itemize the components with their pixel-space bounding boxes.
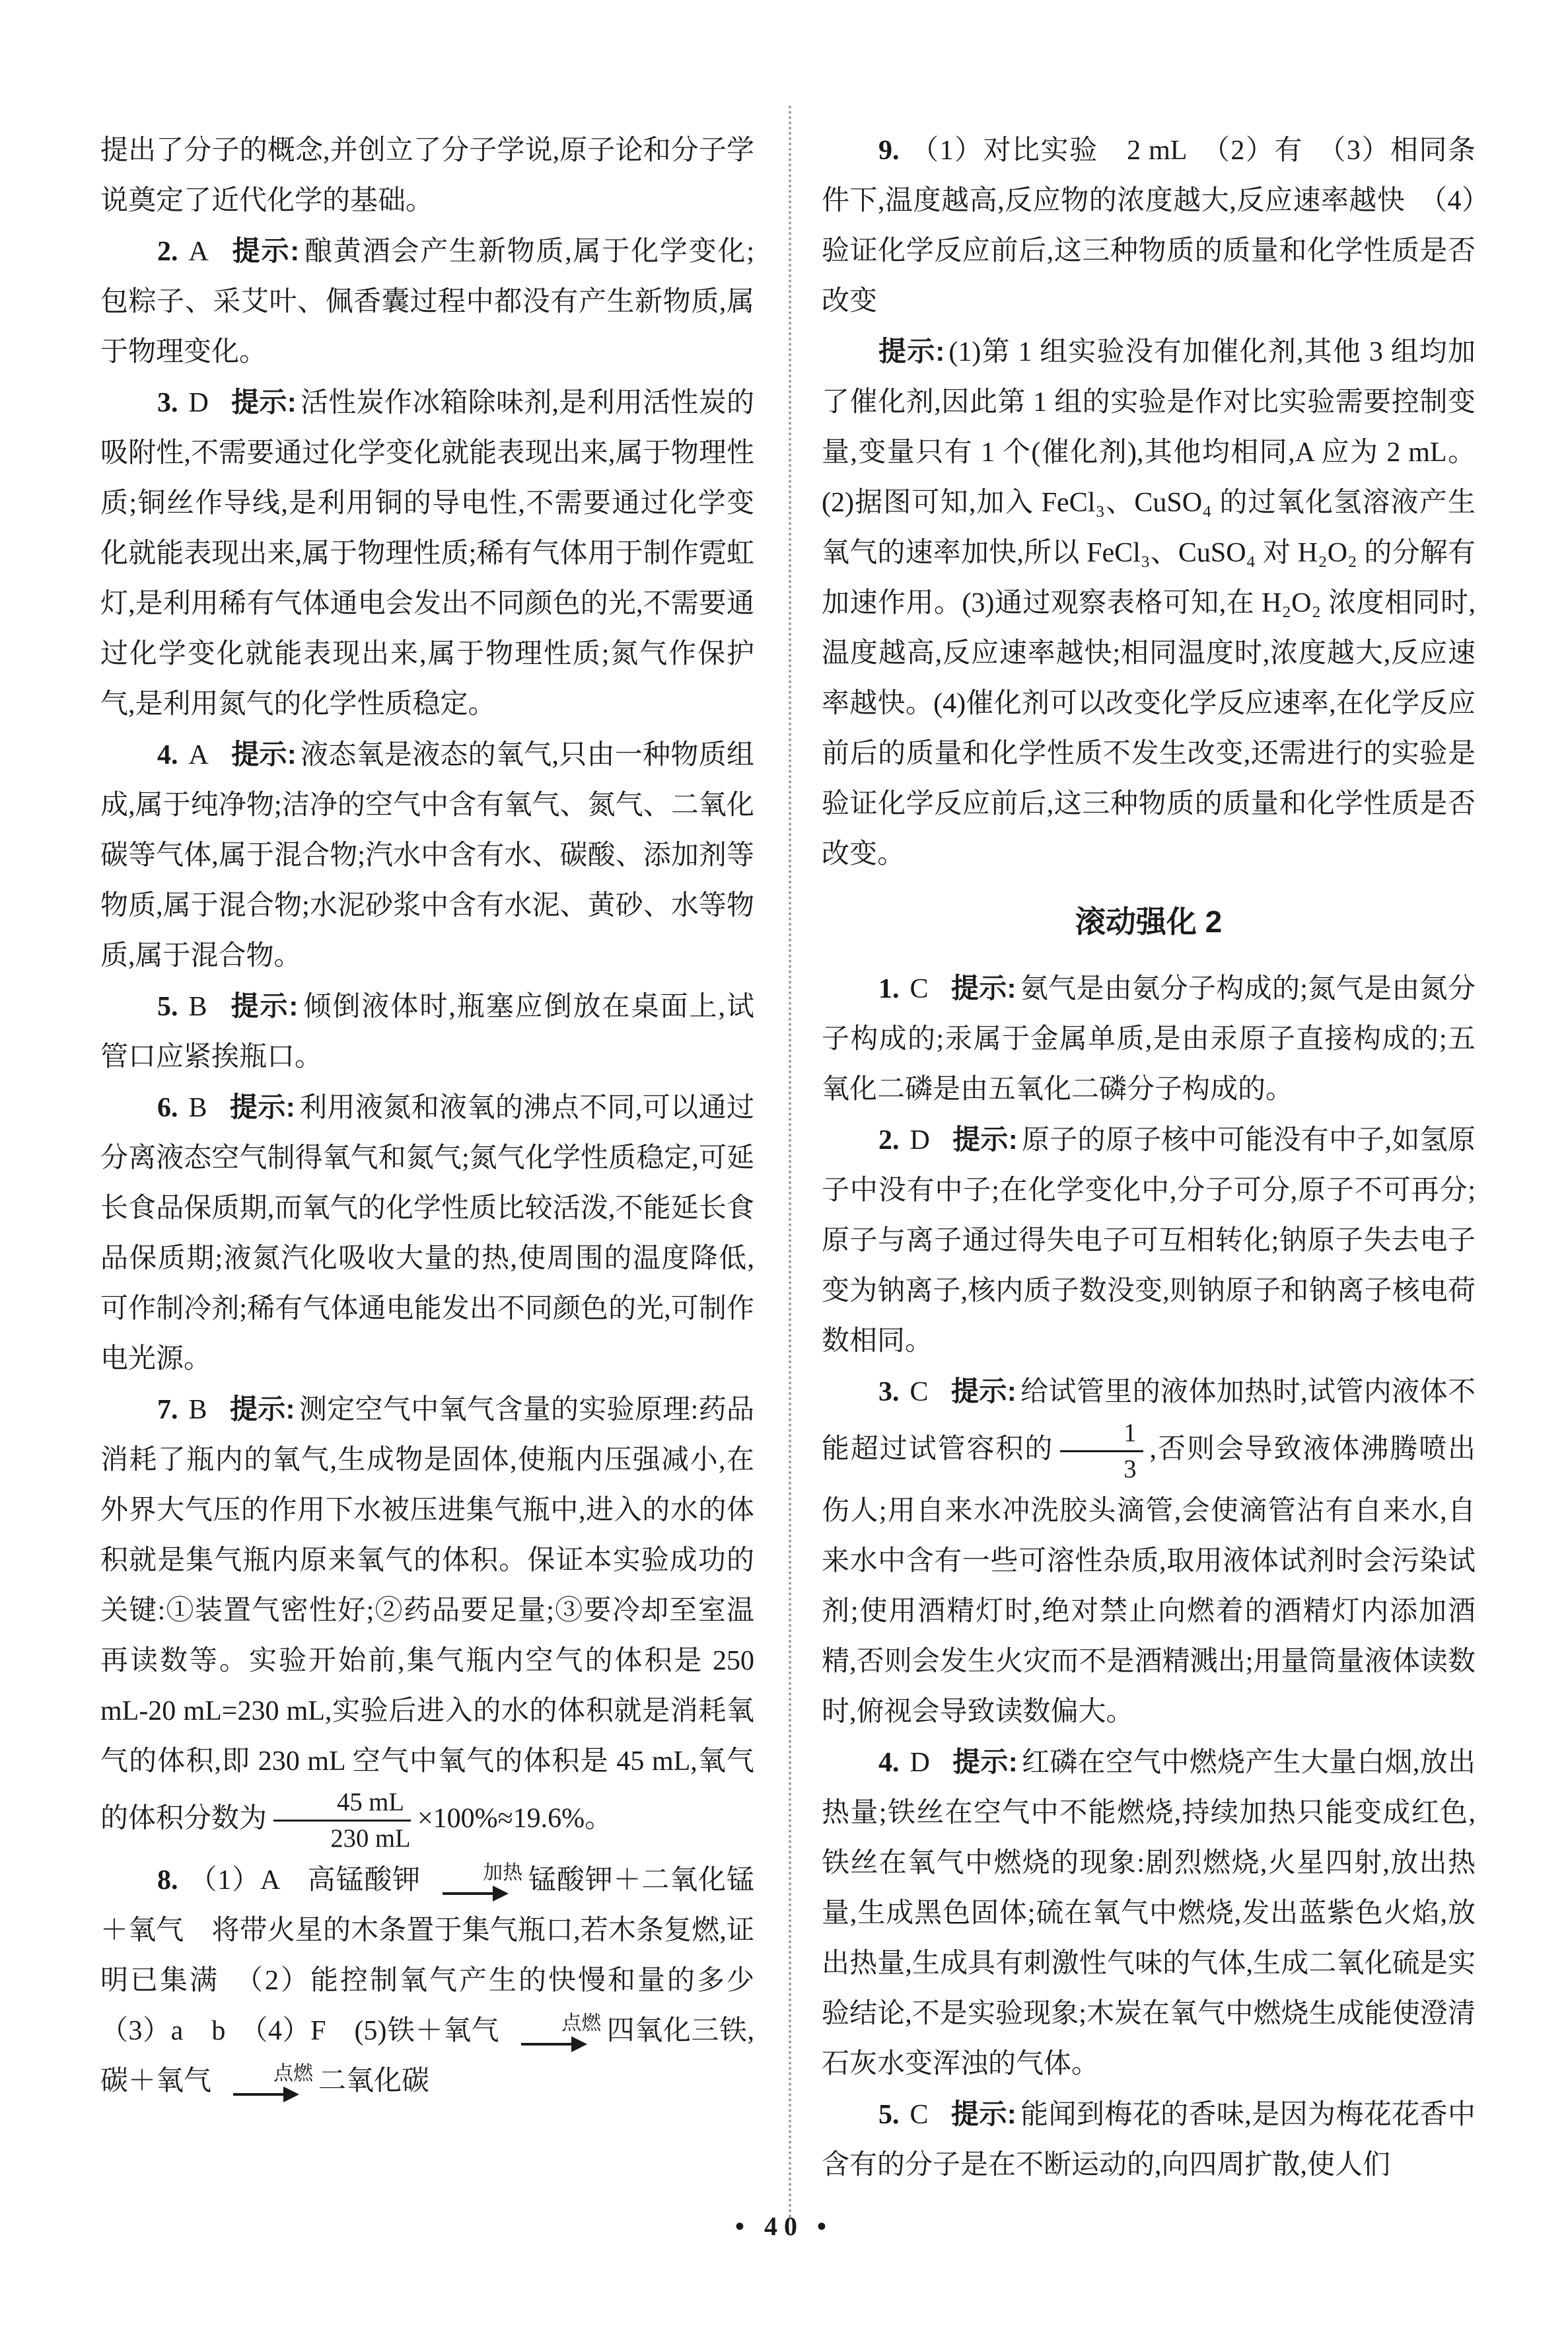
answer-letter: B [188, 1093, 207, 1123]
body-text: 四氧化三铁,碳＋氧气 [100, 2015, 754, 2096]
hint-label: 提示: [229, 990, 299, 1021]
answer-number: 8. [157, 1864, 178, 1896]
answer-number: 9. [878, 135, 900, 166]
answer-number: 4. [878, 1747, 900, 1778]
fraction-denominator: 3 [1123, 1456, 1137, 1484]
hint-label: 提示: [878, 336, 945, 367]
hint-label: 提示: [229, 1091, 295, 1123]
answer-letter: C [909, 2099, 929, 2130]
hint-label: 提示: [950, 2098, 1016, 2129]
body-text: （1）对比实验 2 mL （2）有 （3）相同条件下,温度越高,反应物的浓度越大,反应速率越快 （4）验证化学反应前后,这三种物质的质量和化学性质是否改变 [822, 135, 1476, 316]
body-text: 倾倒液体时,瓶塞应倒放在桌面上,试管口应紧挨瓶口。 [100, 992, 754, 1072]
answer-paragraph [100, 377, 754, 729]
body-text: （1）A 高锰酸钾 [188, 1864, 421, 1896]
body-text: 红磷在空气中燃烧产生大量白烟,放出热量;铁丝在空气中不能燃烧,持续加热只能变成红色,铁丝在氧气中燃烧的现象:剧烈燃烧,火星四射,放出热量,生成黑色固体;硫在氧气中燃烧,发出蓝紫色火焰,放出热量,生成具有刺激性气味的气体,生成二氧化硫是实验结论,不是实验现象;木炭在氧气中燃烧生成能使澄清石灰水变浑浊的气体。 [822, 1747, 1476, 2079]
body-text: ,否则会导致液体沸腾喷出伤人;用自来水冲洗胶头滴管,会使滴管沾有自来水,自来水中含有一些可溶性杂质,取用液体试剂时会污染试剂;使用酒精灯时,绝对禁止向燃着的酒精灯内添加酒精,否则会发生火灾而不是酒精溅出;用量筒量液体读数时,俯视会导致读数偏大。 [822, 1434, 1476, 1727]
answer-number: 7. [157, 1395, 178, 1425]
answer-paragraph [100, 226, 754, 377]
answer-letter: B [188, 992, 207, 1022]
answer-letter: D [188, 388, 209, 418]
fraction [1060, 1417, 1143, 1486]
hint-label: 提示: [952, 1124, 1018, 1155]
answer-letter: D [909, 1125, 930, 1156]
fraction [273, 1787, 411, 1855]
body-text: 测定空气中氧气含量的实验原理:药品消耗了瓶内的氧气,生成物是固体,使瓶内压强减小,在外界大气压的作用下水被压进集气瓶中,进入的水的体积就是集气瓶内原来氧气的体积。保证本实验成功的关键:①装置气密性好;②药品要足量;③要冷却至室温再读数等。实验开始前,集气瓶内空气的体积是 250 mL-20 mL=230 mL,实验后进入的水的体积就是消耗氧气的体积,即 230 mL 空气中氧气的体积是 45 mL,氧气的体积分数为 [100, 1395, 754, 1834]
right-arrow-icon [521, 2043, 585, 2046]
body-text: (1)第 1 组实验没有加催化剂,其他 3 组均加了催化剂,因此第 1 组的实验是作对比实验需要控制变量,变量只有 1 个(催化剂),其他均相同,A 应为 2 mL。(2)据图可知,加入 FeCl₃、CuSO₄ 的过氧化氢溶液产生氧气的速率加快,所以 FeCl₃、CuSO₄ 对 H₂O₂ 的分解有加速作用。(3)通过观察表格可知,在 H₂O₂ 浓度相同时,温度越高,反应速率越快;相同温度时,浓度越大,反应速率越快。(4)催化剂可以改变化学反应速率,在化学反应前后的质量和化学性质不发生改变,还需进行的实验是验证化学反应前后,这三种物质的质量和化学性质是否改变。 [822, 337, 1476, 869]
body-text: 二氧化碳 [318, 2065, 430, 2096]
hint-label: 提示: [229, 1393, 295, 1424]
answer-number: 3. [157, 388, 178, 418]
right-arrow-icon [443, 1892, 506, 1895]
heading-text: 滚动强化 2 [1075, 904, 1223, 939]
hint-label: 提示: [231, 387, 297, 418]
answer-number: 6. [157, 1093, 178, 1123]
section-heading [822, 897, 1476, 949]
body-text: 氨气是由氨分子构成的;氮气是由氮分子构成的;汞属于金属单质,是由汞原子直接构成的;五氧化二磷是由五氧化二磷分子构成的。 [822, 974, 1476, 1105]
answer-paragraph [822, 2089, 1476, 2190]
arrow-condition-label: 加热 [483, 1861, 523, 1884]
hint-label: 提示: [950, 1376, 1016, 1407]
arrow-condition-label: 点燃 [273, 2062, 314, 2085]
right-column [822, 126, 1476, 2190]
answer-paragraph [100, 126, 754, 226]
answer-paragraph [822, 1366, 1476, 1737]
body-text: 提出了分子的概念,并创立了分子学说,原子论和分子学说奠定了近代化学的基础。 [100, 135, 754, 216]
body-text: 能闻到梅花的香味,是因为梅花花香中含有的分子是在不断运动的,向四周扩散,使人们 [822, 2099, 1476, 2180]
reaction-condition-arrow [217, 2063, 313, 2104]
body-text: 液态氧是液态的氧气,只由一种物质组成,属于纯净物;洁净的空气中含有氧气、氮气、二氧化碳等气体,属于混合物;汽水中含有水、碳酸、添加剂等物质,属于混合物;水泥砂浆中含有水泥、黄砂、水等物质,属于混合物。 [100, 740, 754, 971]
reaction-condition-arrow [426, 1862, 522, 1903]
hint-label: 提示: [231, 235, 300, 266]
answer-paragraph [100, 1384, 754, 1855]
left-column [100, 126, 783, 2106]
body-text: 锰酸钾＋二氧化锰＋氧气 将带火星的木条置于集气瓶口,若木条复燃,证明已集满 （2）能控制氧气产生的快慢和量的多少 （3）a b （4）F (5)铁＋氧气 [100, 1864, 783, 2046]
answer-letter: C [909, 1377, 929, 1407]
answer-letter: D [909, 1747, 930, 1778]
answer-paragraph [100, 729, 754, 981]
body-text: ×100%≈19.6%。 [417, 1803, 613, 1834]
body-text: 原子的原子核中可能没有中子,如氢原子中没有中子;在化学变化中,分子可分,原子不可再分;原子与离子通过得失电子可互相转化;钠原子失去电子变为钠离子,核内质子数没变,则钠原子和钠离子核电荷数相同。 [822, 1125, 1476, 1356]
reaction-condition-arrow [505, 2012, 601, 2054]
answer-number: 2. [157, 237, 178, 267]
answer-number: 4. [157, 740, 178, 770]
answer-number: 2. [878, 1125, 900, 1156]
right-arrow-icon [233, 2093, 297, 2096]
page-number-text: • 40 • [734, 2211, 833, 2241]
arrow-condition-label: 点燃 [561, 2012, 602, 2034]
fraction-numerator: 1 [1060, 1417, 1143, 1452]
hint-label: 提示: [952, 1746, 1018, 1777]
answer-paragraph [822, 1737, 1476, 2089]
answer-number: 5. [878, 2099, 900, 2130]
answer-letter: C [909, 974, 929, 1004]
answer-letter: A [188, 740, 209, 770]
answer-number: 3. [878, 1377, 900, 1407]
body-text: 利用液氮和液氧的沸点不同,可以通过分离液态空气制得氧气和氮气;氮气化学性质稳定,可延长食品保质期,而氧气的化学性质比较活泼,不能延长食品保质期;液氮汽化吸收大量的热,使周围的温度降低,可作制冷剂;稀有气体通电能发出不同颜色的光,可制作电光源。 [100, 1093, 754, 1374]
hint-label: 提示: [950, 973, 1016, 1004]
answer-paragraph [822, 326, 1476, 879]
answer-number: 1. [878, 974, 900, 1004]
fraction-numerator: 45 mL [273, 1787, 411, 1822]
answer-paragraph [822, 1115, 1476, 1366]
body-text: 给试管里的液体加热时,试管内液体不能超过试管容积的 [822, 1377, 1476, 1465]
answer-paragraph [100, 981, 754, 1082]
answer-paragraph [100, 1855, 783, 2106]
column-divider [789, 106, 791, 2220]
answer-paragraph [822, 126, 1476, 326]
answer-letter: B [188, 1395, 207, 1425]
hint-label: 提示: [231, 739, 297, 770]
answer-paragraph [822, 963, 1476, 1115]
fraction-denominator: 230 mL [330, 1825, 411, 1853]
answer-letter: A [188, 237, 209, 267]
page-number [0, 2211, 1568, 2242]
body-text: 活性炭作冰箱除味剂,是利用活性炭的吸附性,不需要通过化学变化就能表现出来,属于物理性质;铜丝作导线,是利用铜的导电性,不需要通过化学变化就能表现出来,属于物理性质;稀有气体用于制作霓虹灯,是利用稀有气体通电会发出不同颜色的光,不需要通过化学变化就能表现出来,属于物理性质;氮气作保护气,是利用氮气的化学性质稳定。 [100, 388, 754, 720]
answer-number: 5. [157, 992, 178, 1022]
answer-paragraph [100, 1082, 754, 1384]
body-text: 酿黄酒会产生新物质,属于化学变化;包粽子、采艾叶、佩香囊过程中都没有产生新物质,属于物理变化。 [100, 237, 754, 367]
